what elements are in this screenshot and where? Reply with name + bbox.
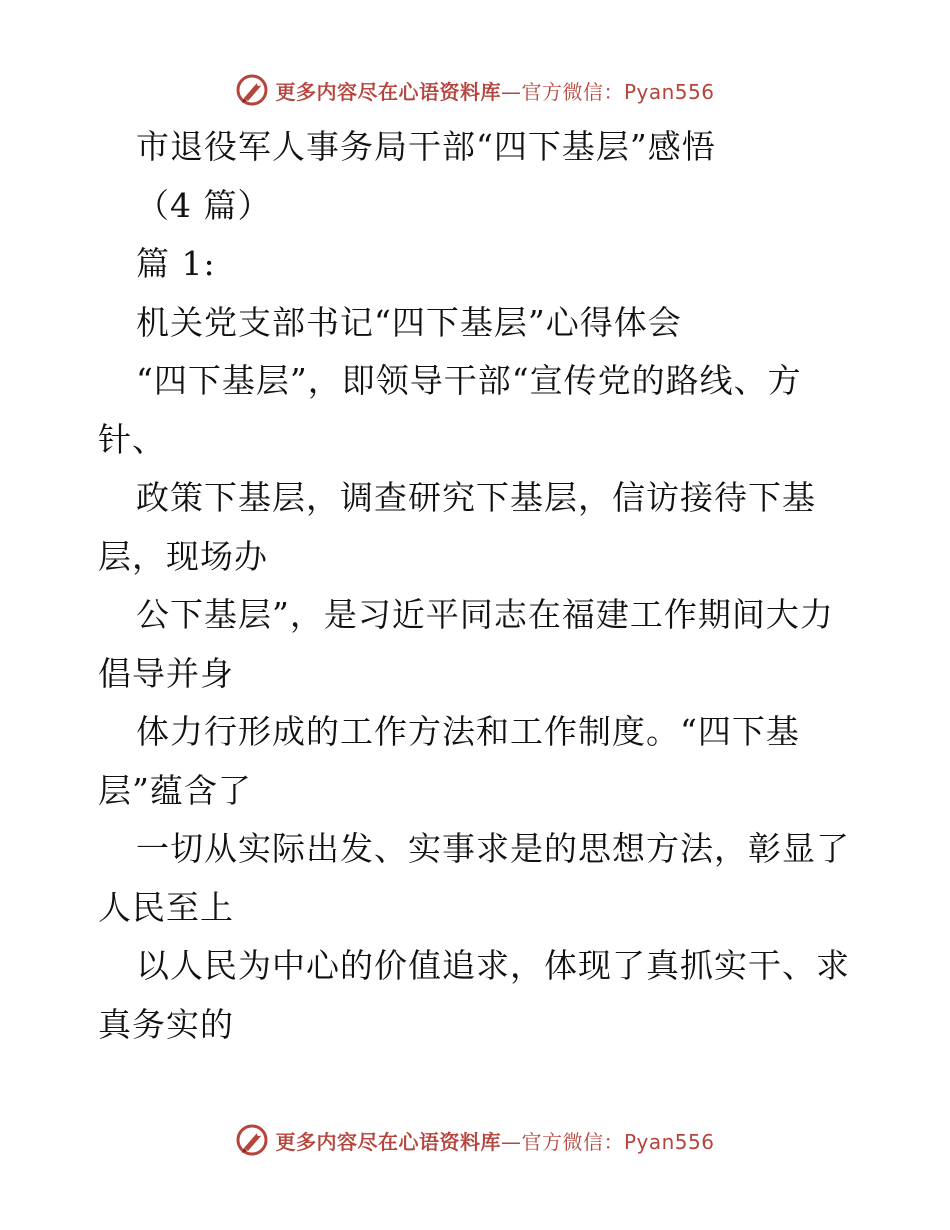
paragraph-line: 真务实的 (98, 1004, 234, 1044)
header-watermark (0, 70, 950, 110)
paragraph-line: 人民至上 (98, 887, 234, 927)
paragraph-line: 政策下基层，调查研究下基层，信访接待下基 (136, 478, 816, 517)
paragraph-line: 体力行形成的工作方法和工作制度。“四下基 (136, 712, 800, 751)
pen-logo-icon (235, 1123, 269, 1157)
footer-watermark (0, 1120, 950, 1160)
watermark-text: 更多内容尽在心语资料库—官方微信：Pyan556 (275, 1129, 715, 1154)
doc-title: 市退役军人事务局干部“四下基层”感悟 (136, 127, 716, 166)
paragraph-line: 公下基层”，是习近平同志在福建工作期间大力 (136, 595, 834, 634)
paragraph-line: 针、 (98, 419, 166, 459)
paragraph-line: “四下基层”，即领导干部“宣传党的路线、方 (136, 361, 802, 400)
paragraph-line: 一切从实际出发、实事求是的思想方法，彰显了 (136, 829, 850, 868)
article-title: 机关党支部书记“四下基层”心得体会 (136, 302, 682, 342)
document-body (98, 118, 858, 1054)
section-heading: 篇 1: (136, 244, 216, 283)
pen-logo-icon (235, 73, 269, 107)
paragraph-line: 层，现场办 (98, 536, 268, 576)
paragraph-line: 倡导并身 (98, 653, 234, 693)
doc-subtitle: （4 篇） (136, 185, 272, 225)
paragraph-line: 层”蕴含了 (98, 770, 252, 810)
paragraph-line: 以人民为中心的价值追求，体现了真抓实干、求 (136, 946, 850, 985)
watermark-text: 更多内容尽在心语资料库—官方微信：Pyan556 (275, 79, 715, 104)
